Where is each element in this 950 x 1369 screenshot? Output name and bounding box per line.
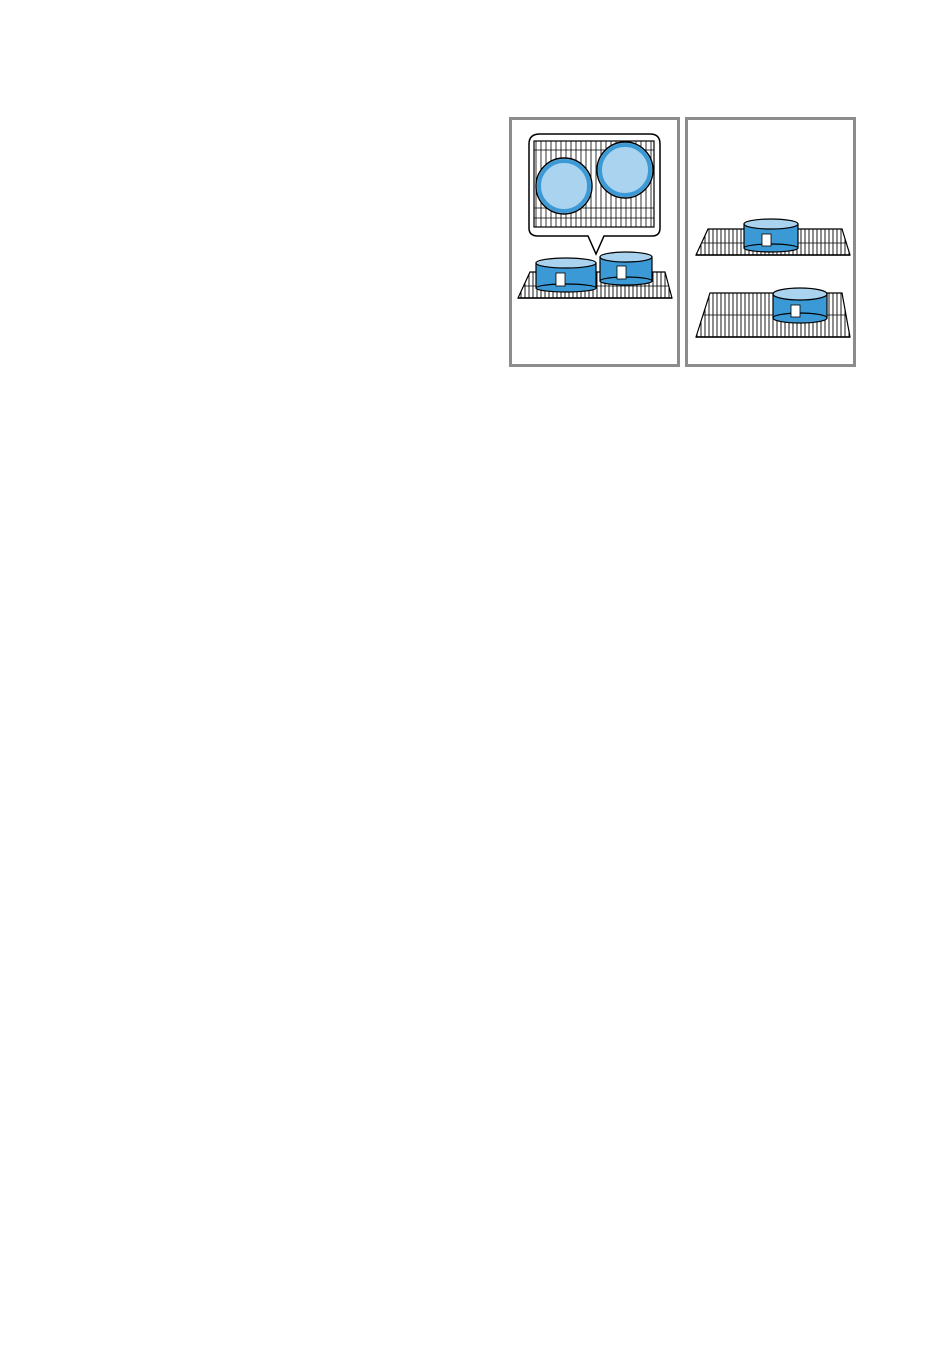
baking-illustration [0,0,950,380]
two-tins-two-shelves-panel [687,119,855,366]
two-tins-single-shelf-panel [511,119,679,366]
